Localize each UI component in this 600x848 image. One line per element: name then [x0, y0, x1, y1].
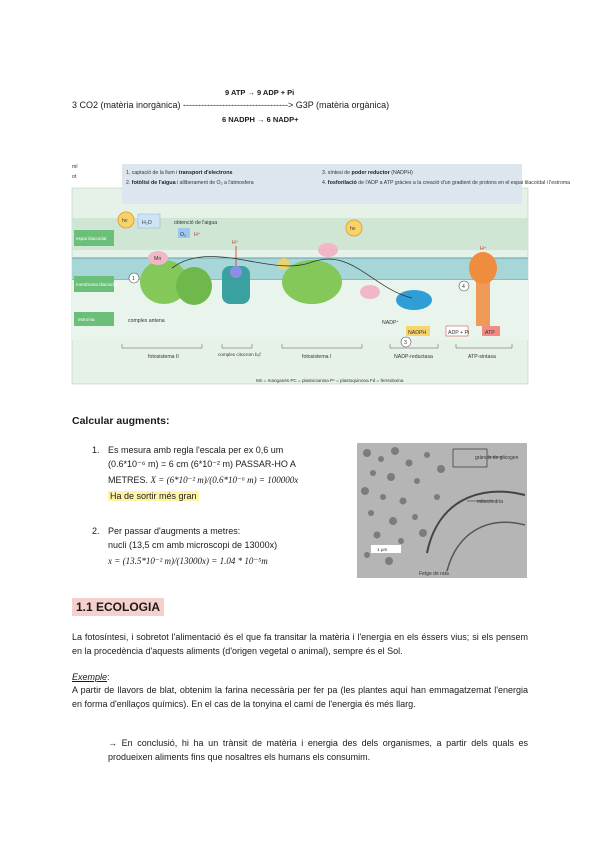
- photosynthesis-diagram: [72, 158, 571, 390]
- mn-label: Mn: [154, 256, 162, 262]
- light-label-2: hν: [350, 226, 356, 232]
- glycogen-label: grànuls de glicogen: [475, 455, 519, 461]
- thylakoid-svg: [72, 158, 571, 390]
- ps-i-pc: [318, 243, 338, 257]
- micrograph: [357, 443, 527, 578]
- hplus-label-2: H⁺: [232, 240, 239, 246]
- ferredoxin: [360, 285, 380, 299]
- photosystem-i: [282, 260, 342, 304]
- step-1-number: 1: [132, 276, 135, 282]
- diagram-footer: Mn = manganès PC = plastocianina Pⁿ = plastoquinona Fd = ferredoxina: [256, 378, 404, 383]
- example-colon: :: [107, 672, 110, 682]
- atp-equation: 9 ATP → 9 ADP + Pi: [225, 88, 295, 97]
- micrograph-caption: Fetge de rata: [419, 571, 449, 577]
- calc-item-2-line-1: Per passar d'augments a metres:: [108, 526, 241, 536]
- calc-item-1-line-2: (0.6*10⁻⁶ m) = 6 cm (6*10⁻² m) PASSAR-HO A: [108, 458, 296, 469]
- nadp-label: NADP⁺: [382, 320, 400, 326]
- calc-item-1-line-1: Es mesura amb regla l'escala per ex 0,6 um: [108, 445, 284, 455]
- o2-label: O₂: [180, 232, 187, 238]
- step-3-number: 3: [404, 340, 407, 346]
- calc-item-1-line-3: [108, 474, 348, 488]
- bottom-label-cyt: complex citocrom b₆f: [218, 352, 261, 357]
- calc-item-1-prefix: METRES.: [108, 475, 149, 485]
- water-split-label: obtenció de l'aigua: [174, 220, 218, 226]
- legend-2: 2. fotòlisi de l'aigua i alliberament de O₂ a l'atmosfera: [126, 180, 254, 186]
- side-label-2: ot: [72, 174, 77, 180]
- light-label-1: hν: [122, 218, 128, 224]
- legend-1: 1. captació de la llum i transport d'electrons: [126, 170, 233, 176]
- plastocyanin: [278, 258, 290, 270]
- hplus-label-1: H⁺: [194, 232, 201, 238]
- example-label-row: [72, 671, 110, 685]
- main-equation: 3 CO2 (matèria inorgànica) -----------------------------------> G3P (matèria orgànica): [72, 100, 390, 110]
- micrograph-svg: [357, 443, 527, 578]
- bottom-label-atp-synth: ATP-sintasa: [468, 354, 496, 360]
- bottom-label-ps1: fotosistema I: [302, 354, 332, 360]
- legend-4: 4. fosforilació de l'ADP a ATP gràcies a la creació d'un gradient de protons en el espai tilacoïdal i l'estroma: [322, 180, 571, 186]
- ecology-heading-wrap: [72, 598, 164, 616]
- lumen-label: espai tilacoïdal: [76, 236, 107, 241]
- adp-label: ADP + Pi: [448, 330, 470, 336]
- bottom-label-nadp-red: NADP-reductasa: [394, 354, 433, 360]
- membrane-label: membrana tilacoïdal: [76, 282, 118, 287]
- side-label-1: ml: [72, 164, 78, 170]
- calc-item-2-number: 2.: [92, 526, 100, 536]
- ecology-paragraph-3: → En conclusió, hi ha un trànsit de matèria i energia des dels organismes, a partir dels quals es produeixen aliments fins que nosaltres els humans els consumim.: [108, 738, 528, 762]
- scale-label: 1 µm: [377, 547, 388, 552]
- nadph-equation: 6 NADPH → 6 NADP+: [222, 115, 299, 124]
- photosystem-ii-part: [176, 267, 212, 305]
- atp-synthase-head: [469, 252, 497, 284]
- legend-3: 3. síntesi de poder reductor (NADPH): [322, 170, 413, 176]
- stroma-label: estroma: [78, 317, 95, 322]
- step-4-number: 4: [462, 284, 465, 290]
- plastoquinone: [230, 266, 242, 278]
- ecology-paragraph-2: A partir de llavors de blat, obtenim la farina necessària per fer pa (les plantes aquí han emmagatzemat l'energia en forma d'enllaços químics). En el cas de la tonyina el camí de l'energia és més llarg.: [72, 685, 528, 709]
- nadph-label: NADPH: [408, 330, 427, 336]
- water-label: H₂O: [142, 220, 152, 226]
- example-label: Exemple: [72, 672, 108, 682]
- antenna-label: complex antena: [128, 318, 165, 324]
- calc-heading: Calcular augments:: [72, 415, 170, 427]
- ecology-heading: 1.1 ECOLOGIA: [72, 598, 164, 616]
- hplus-label-3: H⁺: [480, 246, 487, 252]
- atp-label: ATP: [485, 330, 495, 336]
- calc-item-2-formula: x = (13.5*10⁻² m)/(13000x) = 1.04 * 10⁻⁵m: [108, 556, 268, 566]
- calc-item-2-line-2: nucli (13,5 cm amb microscopi de 13000x): [108, 539, 278, 550]
- bottom-label-ps2: fotosistema II: [148, 354, 179, 360]
- ecology-paragraph-1: La fotosíntesi, i sobretot l'alimentació és el que fa transitar la matèria i l'energia en els éssers vius; si els pensem en la procedència d'aquests aliments (d'origen vegetal o animal), sempre és el Sol.: [72, 632, 528, 656]
- nadp-reductase: [396, 290, 432, 310]
- calc-item-1-note: Ha de sortir més gran: [110, 490, 197, 501]
- mitochondria-label: mitocòndria: [477, 499, 503, 505]
- calc-item-1-number: 1.: [92, 445, 100, 455]
- calc-item-2: [108, 525, 348, 569]
- calc-item-1-note-row: [108, 490, 348, 504]
- calc-item-1-formula: X = (6*10⁻² m)/(0.6*10⁻⁶ m) = 100000x: [150, 475, 299, 485]
- calc-item-1: [108, 444, 348, 503]
